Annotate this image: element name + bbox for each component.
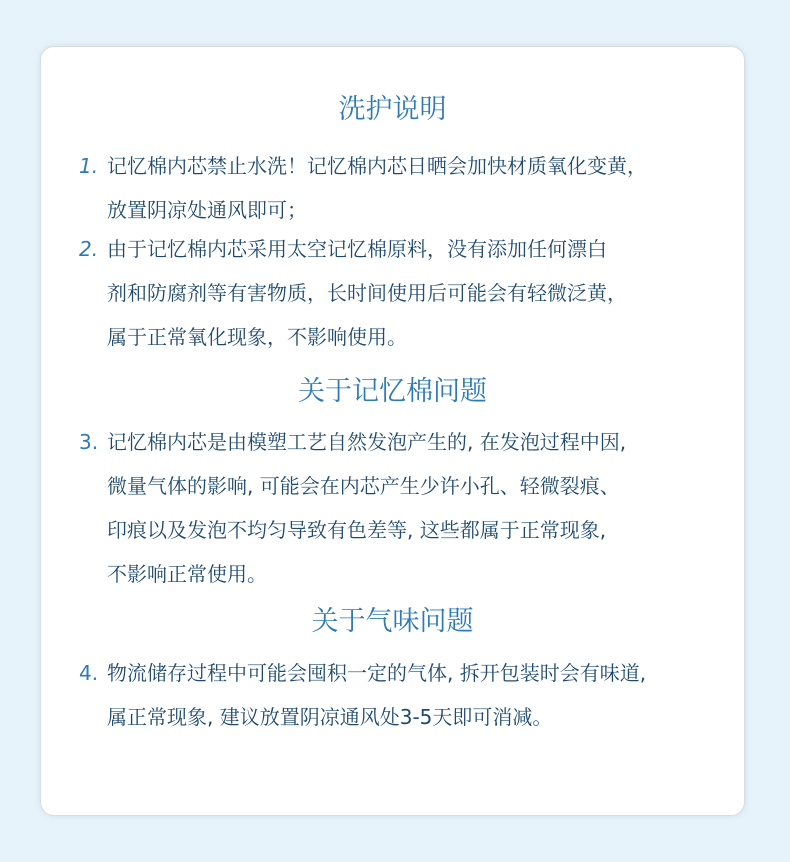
list-item	[79, 420, 729, 596]
item-text-line: 属正常现象, 建议放置阴凉通风处3-5天即可消减。	[107, 705, 553, 729]
item-number: 2.	[79, 237, 99, 261]
item-text-line: 记忆棉内芯是由模塑工艺自然发泡产生的, 在发泡过程中因,	[107, 430, 627, 454]
item-text-line: 属于正常氧化现象，不影响使用。	[107, 325, 407, 349]
item-text-line: 记忆棉内芯禁止水洗！记忆棉内芯日晒会加快材质氧化变黄，	[107, 154, 647, 178]
item-text-line: 放置阴凉处通风即可；	[107, 198, 307, 222]
list-item	[79, 651, 729, 739]
section-title-odor: 关于气味问题	[311, 606, 474, 637]
item-text-line: 印痕以及发泡不均匀导致有色差等, 这些都属于正常现象,	[107, 518, 607, 542]
list-item	[79, 144, 729, 232]
item-number: 1.	[79, 154, 99, 178]
care-instructions-card	[40, 46, 745, 816]
item-number: 3.	[79, 430, 99, 454]
item-text-line: 剂和防腐剂等有害物质，长时间使用后可能会有轻微泛黄，	[107, 281, 627, 305]
item-text-line: 由于记忆棉内芯采用太空记忆棉原料，没有添加任何漂白	[107, 237, 607, 261]
item-text-line: 物流储存过程中可能会囤积一定的气体, 拆开包装时会有味道,	[107, 661, 647, 685]
item-text-line: 微量气体的影响, 可能会在内芯产生少许小孔、轻微裂痕、	[107, 474, 620, 498]
item-text-line: 不影响正常使用。	[107, 562, 267, 586]
list-item	[79, 227, 729, 359]
section-title-memory-foam: 关于记忆棉问题	[298, 376, 487, 407]
section-title-care: 洗护说明	[338, 94, 447, 125]
item-number: 4.	[79, 661, 99, 685]
